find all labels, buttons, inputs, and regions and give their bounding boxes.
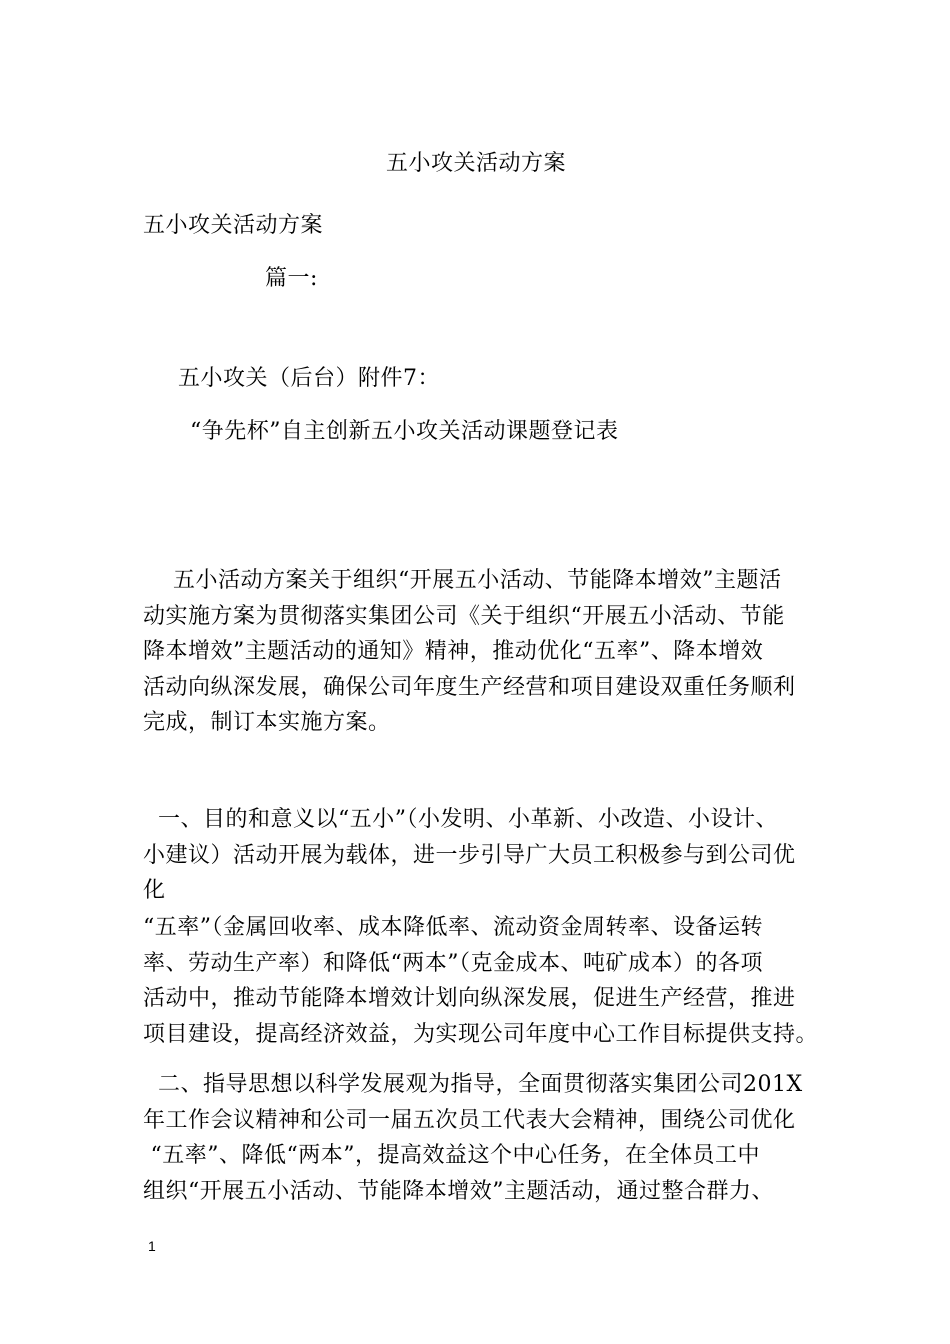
- paragraph-line: 一、目的和意义以“五小”（小发明、小革新、小改造、小设计、: [143, 807, 778, 832]
- paragraph-line: 年工作会议精神和公司一届五次员工代表大会精神，围绕公司优化: [143, 1107, 796, 1133]
- document-subtitle: 五小攻关活动方案: [143, 213, 324, 238]
- paragraph-line: 二、指导思想以科学发展观为指导，全面贯彻落实集团公司201X: [143, 1072, 803, 1097]
- paragraph-line: 项目建设，提高经济效益，为实现公司年度中心工作目标提供支持。: [143, 1021, 819, 1047]
- page-number: 1: [148, 1238, 156, 1254]
- paragraph-line: 小建议）活动开展为载体，进一步引导广大员工积极参与到公司优: [143, 842, 796, 868]
- paragraph-line: 动实施方案为贯彻落实集团公司《关于组织“开展五小活动、节能: [143, 603, 785, 629]
- paragraph-line: 降本增效”主题活动的通知》精神，推动优化“五率”、降本增效: [143, 639, 764, 664]
- paragraph-line: 完成，制订本实施方案。: [143, 710, 391, 735]
- paragraph-intro: [143, 563, 823, 741]
- paragraph-five-rates: [143, 910, 823, 1052]
- paragraph-line: 活动向纵深发展，确保公司年度生产经营和项目建设双重任务顺利: [143, 674, 796, 700]
- paragraph-line: 化: [143, 878, 166, 903]
- paragraph-line: “五率”（金属回收率、成本降低率、流动资金周转率、设备运转: [143, 915, 763, 940]
- chapter-label: 篇一:: [265, 266, 318, 291]
- paragraph-guiding-ideology: [143, 1067, 823, 1209]
- paragraph-line: “五率”、降低“两本”，提高效益这个中心任务，在全体员工中: [143, 1143, 760, 1168]
- paragraph-line: 率、劳动生产率）和降低“两本”（克金成本、吨矿成本）的各项: [143, 950, 763, 976]
- attachment-label: 五小攻关（后台）附件7：: [178, 366, 440, 391]
- paragraph-line: 组织“开展五小活动、节能降本增效”主题活动，通过整合群力、: [143, 1178, 774, 1204]
- paragraph-line: 活动中，推动节能降本增效计划向纵深发展，促进生产经营，推进: [143, 986, 796, 1011]
- paragraph-purpose: [143, 802, 823, 909]
- paragraph-line: 五小活动方案关于组织“开展五小活动、节能降本增效”主题活: [143, 568, 782, 593]
- register-form-title: “争先杯”自主创新五小攻关活动课题登记表: [190, 419, 619, 444]
- document-title: 五小攻关活动方案: [386, 151, 567, 176]
